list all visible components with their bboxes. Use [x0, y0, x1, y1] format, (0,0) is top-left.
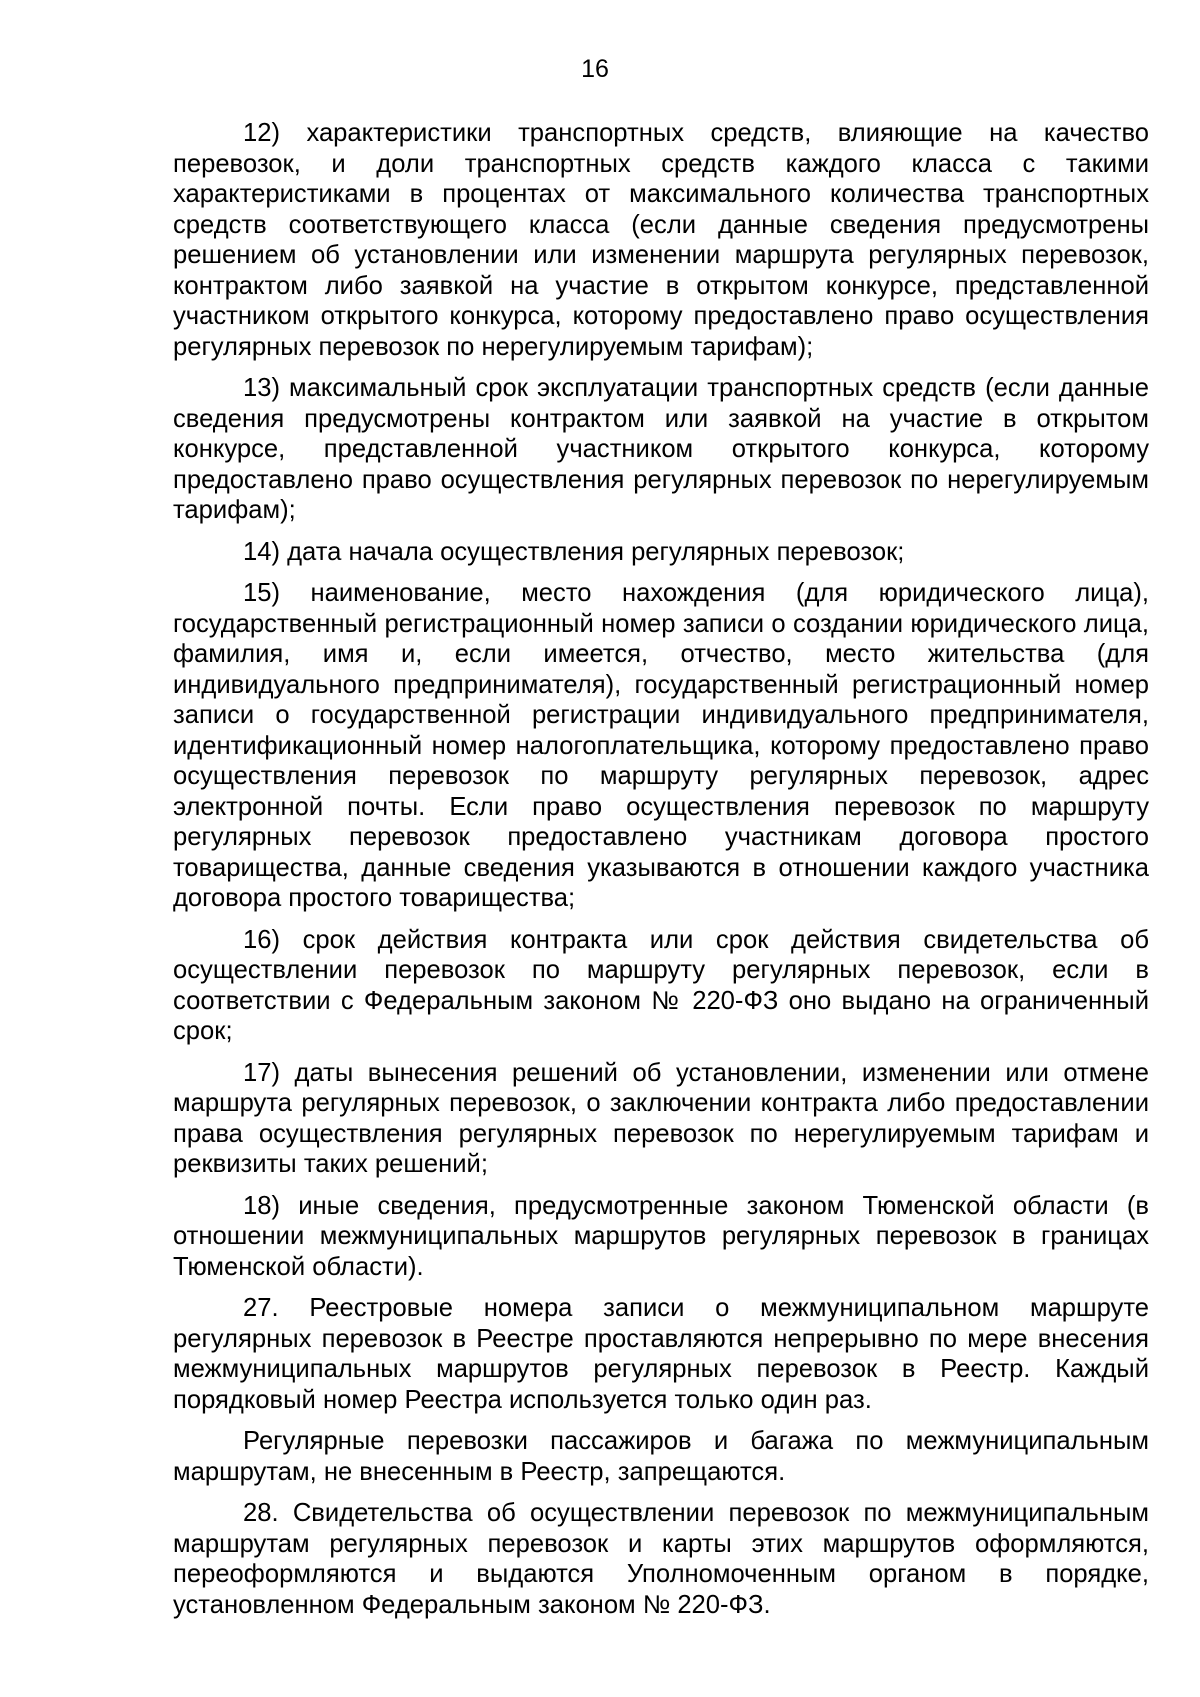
paragraph-item-13: 13) максимальный срок эксплуатации транспортных средств (если данные сведения предусмотрены контрактом или заявкой на участие в открытом конкурсе, представленной участником открытого конкурса, которому предоставлено право осуществления регулярных перевозок по нерегулируемым тарифам); — [173, 374, 1149, 524]
paragraph-item-17: 17) даты вынесения решений об установлении, изменении или отмене маршрута регулярных перевозок, о заключении контракта либо предоставлении права осуществления регулярных перевозок по нерегулируемым тарифам и реквизиты таких решений; — [173, 1058, 1149, 1178]
paragraph-item-18: 18) иные сведения, предусмотренные законом Тюменской области (в отношении межмуниципальных маршрутов регулярных перевозок в границах Тюменской области). — [173, 1191, 1149, 1281]
document-body — [173, 118, 1149, 1631]
page-number — [0, 54, 1200, 84]
paragraph-item-16: 16) срок действия контракта или срок действия свидетельства об осуществлении перевозок по маршруту регулярных перевозок, если в соответствии с Федеральным законом № 220-ФЗ оно выдано на ограниченный срок; — [173, 925, 1149, 1045]
paragraph-clause-28: 28. Свидетельства об осуществлении перевозок по межмуниципальным маршрутам регулярных перевозок и карты этих маршрутов оформляются, переоформляются и выдаются Уполномоченным органом в порядке, установленном Федеральным законом № 220-ФЗ. — [173, 1499, 1149, 1619]
paragraph-item-15: 15) наименование, место нахождения (для юридического лица), государственный регистрационный номер записи о создании юридического лица, фамилия, имя и, если имеется, отчество, место жительства (для индивидуального предпринимателя), государственный регистрационный номер записи о государственной регистрации индивидуального предпринимателя, идентификационный номер налогоплательщика, которому предоставлено право осуществления перевозок по маршруту регулярных перевозок, адрес электронной почты. Если право осуществления перевозок по маршруту регулярных перевозок предоставлено участникам договора простого товарищества, данные сведения указываются в отношении каждого участника договора простого товарищества; — [173, 579, 1149, 912]
page-number-text: 16 — [581, 55, 609, 83]
paragraph-clause-27: 27. Реестровые номера записи о межмуниципальном маршруте регулярных перевозок в Реестре проставляются непрерывно по мере внесения межмуниципальных маршрутов регулярных перевозок в Реестр. Каждый порядковый номер Реестра используется только один раз. — [173, 1294, 1149, 1414]
paragraph-item-14: 14) дата начала осуществления регулярных перевозок; — [243, 537, 905, 566]
paragraph-clause-27-prohibition: Регулярные перевозки пассажиров и багажа по межмуниципальным маршрутам, не внесенным в Реестр, запрещаются. — [173, 1427, 1149, 1486]
paragraph-item-12: 12) характеристики транспортных средств, влияющие на качество перевозок, и доли транспортных средств каждого класса с такими характеристиками в процентах от максимального количества транспортных средств соответствующего класса (если данные сведения предусмотрены решением об установлении или изменении маршрута регулярных перевозок, контрактом либо заявкой на участие в открытом конкурсе, представленной участником открытого конкурса, которому предоставлено право осуществления регулярных перевозок по нерегулируемым тарифам); — [173, 119, 1149, 361]
